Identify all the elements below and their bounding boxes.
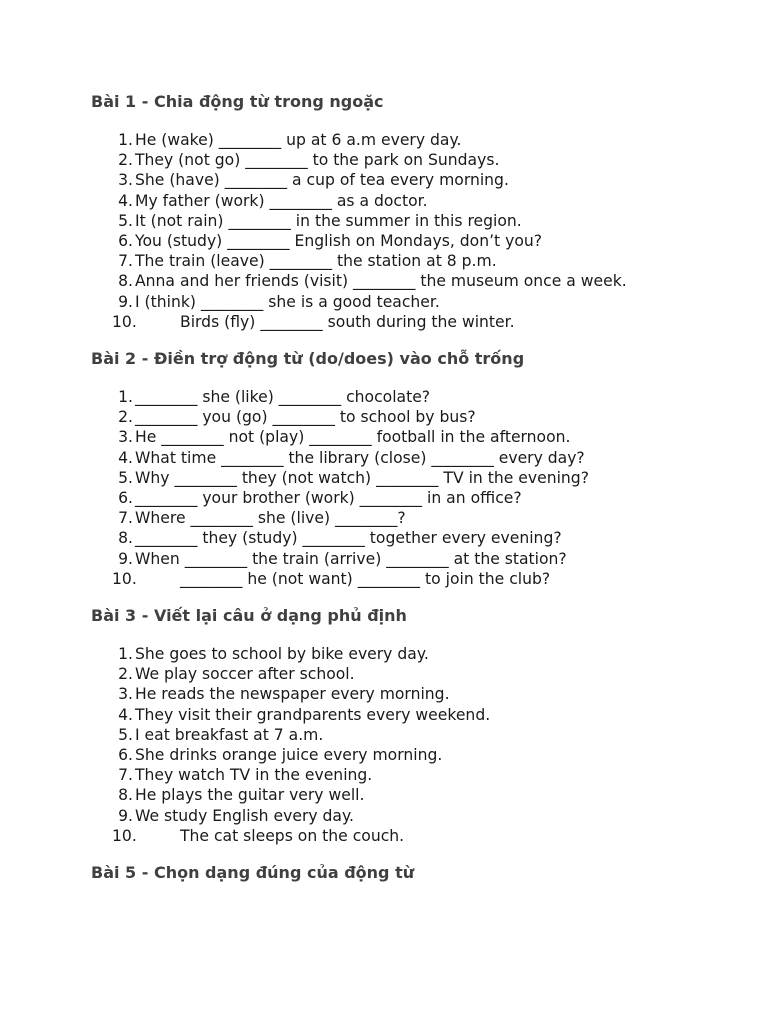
item-number: 6. (118, 232, 133, 251)
list-item (91, 448, 691, 468)
item-number: 4. (118, 448, 133, 467)
list-item (91, 387, 691, 407)
item-text: ________ you (go) ________ to school by bus? (135, 408, 476, 427)
item-number: 7. (118, 766, 133, 785)
item-text: The train (leave) ________ the station at 8 p.m. (135, 252, 497, 271)
list-item (91, 664, 691, 684)
list-item (91, 806, 691, 826)
item-number: 3. (118, 171, 133, 190)
item-number: 9. (118, 292, 133, 311)
item-number: 1. (118, 131, 133, 149)
item-text: My father (work) ________ as a doctor. (135, 191, 428, 210)
list-item (91, 191, 691, 211)
item-text: ________ your brother (work) ________ in an office? (135, 489, 522, 508)
list-item (91, 130, 691, 150)
list-item (91, 170, 691, 190)
item-number: 5. (118, 725, 133, 744)
list-item (91, 508, 691, 528)
list-item (91, 271, 691, 291)
item-number: 6. (118, 489, 133, 508)
item-text: Where ________ she (live) ________? (135, 509, 406, 528)
item-number: 5. (118, 211, 133, 230)
item-number: 10. (112, 312, 137, 331)
list-item (91, 549, 691, 569)
item-text: We play soccer after school. (135, 665, 355, 684)
item-text: He plays the guitar very well. (135, 786, 365, 805)
exercise-3-title: Bài 3 - Viết lại câu ở dạng phủ định (91, 606, 407, 626)
item-number: 10. (112, 826, 137, 845)
item-number: 8. (118, 529, 133, 548)
list-item (91, 745, 691, 765)
exercise-2 (91, 349, 691, 589)
item-text: He ________ not (play) ________ football in the afternoon. (135, 428, 571, 447)
exercise-5-title: Bài 5 - Chọn dạng đúng của động từ (91, 863, 415, 883)
list-item (91, 150, 691, 170)
item-number: 8. (118, 272, 133, 291)
list-item (91, 292, 691, 312)
item-text: She (have) ________ a cup of tea every morning. (135, 171, 509, 190)
item-number: 2. (118, 151, 133, 170)
list-item (91, 231, 691, 251)
list-item (91, 785, 691, 805)
list-item (91, 312, 691, 332)
item-text: Anna and her friends (visit) ________ the museum once a week. (135, 272, 627, 291)
list-item (91, 725, 691, 745)
item-number: 8. (118, 786, 133, 805)
item-text: He reads the newspaper every morning. (135, 685, 450, 704)
list-item (91, 826, 691, 846)
item-text: I (think) ________ she is a good teacher. (135, 292, 440, 311)
exercise-1-list (91, 130, 691, 332)
exercise-3 (91, 606, 691, 846)
list-item (91, 468, 691, 488)
item-text: She goes to school by bike every day. (135, 645, 429, 664)
list-item (91, 251, 691, 271)
list-item (91, 705, 691, 725)
exercise-2-title: Bài 2 - Điền trợ động từ (do/does) vào chỗ trống (91, 349, 525, 369)
exercise-1 (91, 92, 691, 332)
item-text: ________ he (not want) ________ to join the club? (180, 569, 551, 588)
list-item (91, 427, 691, 447)
item-text: Why ________ they (not watch) ________ TV in the evening? (135, 468, 589, 487)
list-item (91, 528, 691, 548)
list-item (91, 407, 691, 427)
item-number: 7. (118, 509, 133, 528)
item-text: They visit their grandparents every weekend. (135, 705, 491, 724)
list-item (91, 488, 691, 508)
item-number: 1. (118, 645, 133, 664)
item-text: They watch TV in the evening. (135, 766, 373, 785)
item-text: I eat breakfast at 7 a.m. (135, 725, 324, 744)
exercise-2-list (91, 387, 691, 589)
item-number: 3. (118, 428, 133, 447)
item-number: 4. (118, 705, 133, 724)
list-item (91, 765, 691, 785)
item-number: 9. (118, 549, 133, 568)
exercise-1-title: Bài 1 - Chia động từ trong ngoặc (91, 92, 384, 111)
item-number: 2. (118, 665, 133, 684)
item-text: ________ she (like) ________ chocolate? (135, 388, 431, 407)
item-number: 3. (118, 685, 133, 704)
item-text: She drinks orange juice every morning. (135, 746, 443, 765)
item-number: 9. (118, 806, 133, 825)
list-item (91, 644, 691, 664)
item-number: 10. (112, 569, 137, 588)
exercise-5 (91, 863, 691, 883)
item-text: They (not go) ________ to the park on Sundays. (135, 151, 500, 170)
worksheet (91, 92, 691, 883)
exercise-3-list (91, 644, 691, 846)
list-item (91, 684, 691, 704)
item-text: We study English every day. (135, 806, 354, 825)
item-number: 5. (118, 468, 133, 487)
list-item (91, 211, 691, 231)
item-text: Birds (fly) ________ south during the winter. (180, 312, 515, 331)
item-number: 1. (118, 388, 133, 407)
item-text: It (not rain) ________ in the summer in this region. (135, 211, 522, 230)
item-text: The cat sleeps on the couch. (180, 826, 405, 845)
item-number: 4. (118, 191, 133, 210)
item-text: You (study) ________ English on Mondays, don’t you? (135, 232, 543, 251)
item-text: ________ they (study) ________ together every evening? (135, 529, 562, 548)
item-text: What time ________ the library (close) ________ every day? (135, 448, 585, 467)
list-item (91, 569, 691, 589)
item-number: 6. (118, 746, 133, 765)
item-number: 7. (118, 252, 133, 271)
item-text: When ________ the train (arrive) ________ at the station? (135, 549, 567, 568)
item-text: He (wake) ________ up at 6 a.m every day. (135, 131, 462, 149)
item-number: 2. (118, 408, 133, 427)
